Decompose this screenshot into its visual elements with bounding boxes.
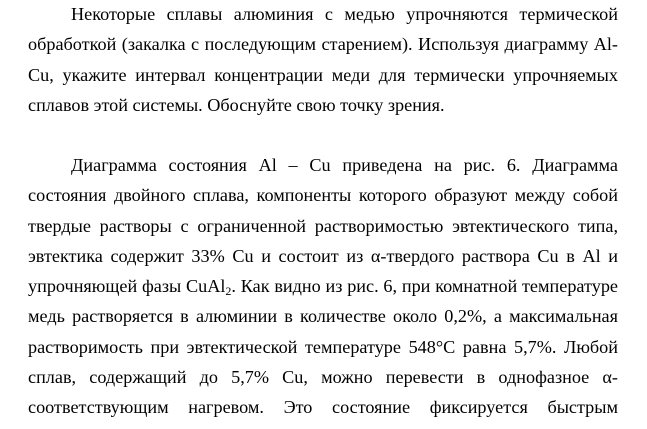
formula-subscript: 2	[225, 284, 232, 299]
answer-paragraph	[28, 150, 618, 423]
answer-line-5-start: упрочняющей фазы CuAl	[28, 276, 226, 297]
task-line-2: обработкой (закалка с последующим старением). Используя диаграмму Al-	[28, 34, 618, 55]
answer-line-5	[28, 271, 618, 301]
answer-line-1: Диаграмма состояния Al – Cu приведена на рис. 6. Диаграмма	[71, 155, 618, 175]
answer-line-7: растворимость при эвтектической температуре 548°С равна 5,7%. Любой	[28, 336, 618, 357]
answer-line-2: состояния двойного сплава, компоненты которого образуют между собой	[28, 185, 618, 206]
answer-line-4: эвтектика содержит 33% Cu и состоит из α-твердого раствора Cu в Al и	[28, 245, 618, 266]
task-line-4: сплавов этой системы. Обоснуйте свою точку зрения.	[28, 94, 445, 115]
answer-line-9: соответствующим нагревом. Это состояние фиксируется быстрым	[28, 397, 618, 418]
task-line-3: Cu, укажите интервал концентрации меди для термически упрочняемых	[28, 64, 618, 85]
answer-line-3: твердые растворы с ограниченной растворимостью эвтектического типа,	[28, 215, 618, 236]
answer-line-8: сплав, содержащий до 5,7% Cu, можно перевести в однофазное α-	[28, 367, 618, 388]
answer-line-5-end: . Как видно из рис. 6, при комнатной температуре	[231, 276, 618, 297]
task-line-1: Некоторые сплавы алюминия с медью упрочняются термической	[71, 4, 618, 24]
task-paragraph	[28, 0, 618, 120]
answer-line-6: медь растворяется в алюминии в количестве около 0,2%, а максимальная	[28, 306, 618, 327]
